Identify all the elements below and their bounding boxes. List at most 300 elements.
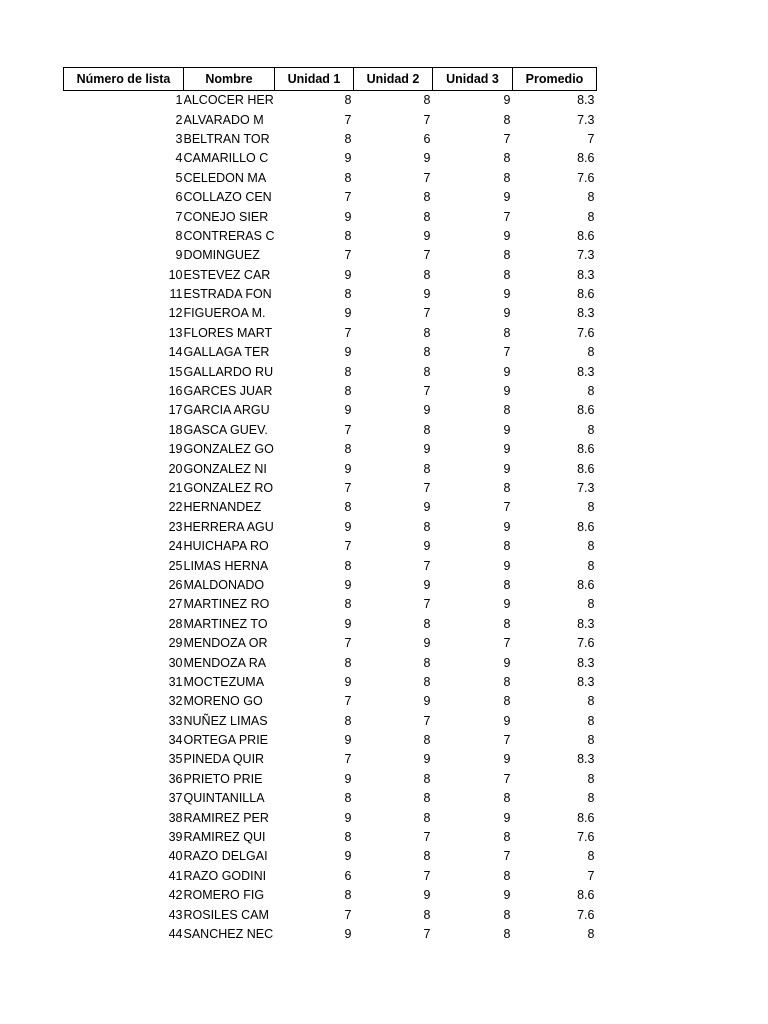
cell-unidad-3[interactable]: 8 <box>503 868 511 883</box>
cell-promedio[interactable]: 7.6 <box>577 170 595 185</box>
table-row <box>64 518 597 537</box>
cell-unidad-2[interactable]: 7 <box>423 926 431 941</box>
cell-numero-de-lista[interactable]: 4 <box>175 151 183 166</box>
cell-nombre[interactable]: ALCOCER HER <box>183 93 274 108</box>
cell-unidad-2[interactable]: 8 <box>423 325 431 340</box>
cell-unidad-3[interactable]: 9 <box>503 93 511 108</box>
cell-nombre[interactable]: BELTRAN TOR <box>183 131 270 146</box>
cell-unidad-2[interactable]: 9 <box>423 888 431 903</box>
cell-nombre[interactable]: GONZALEZ NI <box>183 461 267 476</box>
cell-promedio[interactable]: 8.3 <box>577 267 595 282</box>
table-row <box>64 459 597 478</box>
cell-numero-de-lista[interactable]: 40 <box>168 849 183 864</box>
cell-unidad-2[interactable]: 9 <box>423 151 431 166</box>
cell-nombre[interactable]: ESTRADA FON <box>183 287 272 302</box>
cell-unidad-1[interactable]: 9 <box>344 209 352 224</box>
cell-unidad-1[interactable]: 9 <box>344 345 352 360</box>
cell-unidad-3[interactable]: 8 <box>503 403 511 418</box>
cell-nombre[interactable]: CAMARILLO C <box>183 151 269 166</box>
cell-numero-de-lista[interactable]: 39 <box>168 830 183 845</box>
cell-unidad-1[interactable]: 9 <box>344 519 352 534</box>
cell-promedio[interactable]: 7.3 <box>577 112 595 127</box>
cell-unidad-1[interactable]: 7 <box>344 636 352 651</box>
cell-nombre[interactable]: CONTRERAS C <box>183 228 275 243</box>
cell-unidad-1[interactable]: 8 <box>344 228 352 243</box>
table-row <box>64 169 597 188</box>
cell-promedio[interactable]: 8.3 <box>577 674 595 689</box>
cell-unidad-3[interactable]: 9 <box>503 597 511 612</box>
cell-unidad-3[interactable]: 9 <box>503 461 511 476</box>
cell-nombre[interactable]: HUICHAPA RO <box>183 539 269 554</box>
cell-nombre[interactable]: MALDONADO <box>183 577 265 592</box>
cell-nombre[interactable]: RAMIREZ QUI <box>183 830 266 845</box>
cell-unidad-1[interactable]: 8 <box>344 364 352 379</box>
cell-unidad-1[interactable]: 9 <box>344 461 352 476</box>
cell-unidad-2[interactable]: 8 <box>423 345 431 360</box>
cell-unidad-3[interactable]: 7 <box>503 849 511 864</box>
cell-unidad-1[interactable]: 9 <box>344 849 352 864</box>
cell-unidad-3[interactable]: 7 <box>503 500 511 515</box>
cell-numero-de-lista[interactable]: 42 <box>168 888 183 903</box>
table-row <box>64 401 597 420</box>
cell-numero-de-lista[interactable]: 17 <box>168 403 183 418</box>
table-row <box>64 828 597 847</box>
cell-unidad-3[interactable]: 9 <box>503 306 511 321</box>
cell-promedio[interactable]: 8 <box>587 422 595 437</box>
table-row <box>64 382 597 401</box>
cell-numero-de-lista[interactable]: 22 <box>168 500 183 515</box>
cell-promedio[interactable]: 8.3 <box>577 364 595 379</box>
cell-unidad-2[interactable]: 8 <box>423 209 431 224</box>
cell-unidad-3[interactable]: 8 <box>503 907 511 922</box>
cell-nombre[interactable]: MOCTEZUMA <box>183 674 265 689</box>
cell-unidad-1[interactable]: 9 <box>344 577 352 592</box>
cell-unidad-3[interactable]: 9 <box>503 519 511 534</box>
table-row <box>64 304 597 323</box>
cell-unidad-1[interactable]: 8 <box>344 131 352 146</box>
cell-unidad-3[interactable]: 9 <box>503 287 511 302</box>
cell-unidad-3[interactable]: 9 <box>503 228 511 243</box>
cell-unidad-3[interactable]: 7 <box>503 771 511 786</box>
cell-nombre[interactable]: DOMINGUEZ <box>183 248 260 263</box>
cell-promedio[interactable]: 8 <box>587 345 595 360</box>
cell-unidad-2[interactable]: 9 <box>423 636 431 651</box>
table-row <box>64 712 597 731</box>
cell-promedio[interactable]: 8.6 <box>577 810 595 825</box>
cell-unidad-3[interactable]: 7 <box>503 131 511 146</box>
cell-unidad-3[interactable]: 8 <box>503 791 511 806</box>
cell-nombre[interactable]: GARCES JUAR <box>183 384 273 399</box>
cell-promedio[interactable]: 8.6 <box>577 287 595 302</box>
cell-unidad-2[interactable]: 7 <box>423 170 431 185</box>
table-row <box>64 595 597 614</box>
cell-unidad-3[interactable]: 9 <box>503 190 511 205</box>
cell-unidad-2[interactable]: 9 <box>423 403 431 418</box>
cell-unidad-3[interactable]: 7 <box>503 345 511 360</box>
table-header <box>64 68 597 91</box>
cell-nombre[interactable]: MARTINEZ TO <box>183 616 268 631</box>
cell-numero-de-lista[interactable]: 38 <box>168 810 183 825</box>
cell-nombre[interactable]: GASCA GUEV. <box>183 422 268 437</box>
cell-unidad-3[interactable]: 9 <box>503 384 511 399</box>
cell-promedio[interactable]: 8 <box>587 733 595 748</box>
cell-nombre[interactable]: FIGUEROA M. <box>183 306 266 321</box>
cell-unidad-2[interactable]: 8 <box>423 422 431 437</box>
cell-unidad-3[interactable]: 9 <box>503 713 511 728</box>
cell-unidad-2[interactable]: 8 <box>423 810 431 825</box>
table-row <box>64 847 597 866</box>
cell-promedio[interactable]: 8 <box>587 926 595 941</box>
cell-numero-de-lista[interactable]: 23 <box>168 519 183 534</box>
spreadsheet-sheet <box>63 67 597 944</box>
cell-nombre[interactable]: GONZALEZ GO <box>183 442 274 457</box>
cell-promedio[interactable]: 8 <box>587 791 595 806</box>
cell-unidad-1[interactable]: 6 <box>344 868 352 883</box>
cell-numero-de-lista[interactable]: 19 <box>168 442 183 457</box>
cell-promedio[interactable]: 7.6 <box>577 325 595 340</box>
table-row <box>64 731 597 750</box>
cell-unidad-2[interactable]: 9 <box>423 752 431 767</box>
cell-numero-de-lista[interactable]: 43 <box>168 907 183 922</box>
cell-unidad-3[interactable]: 9 <box>503 888 511 903</box>
cell-unidad-2[interactable]: 7 <box>423 558 431 573</box>
cell-unidad-1[interactable]: 7 <box>344 190 352 205</box>
cell-promedio[interactable]: 7.6 <box>577 830 595 845</box>
cell-numero-de-lista[interactable]: 33 <box>168 713 183 728</box>
cell-unidad-1[interactable]: 8 <box>344 500 352 515</box>
cell-nombre[interactable]: MENDOZA OR <box>183 636 268 651</box>
cell-promedio[interactable]: 8.3 <box>577 306 595 321</box>
table-row <box>64 673 597 692</box>
cell-promedio[interactable]: 8 <box>587 190 595 205</box>
cell-nombre[interactable]: MORENO GO <box>183 694 263 709</box>
cell-promedio[interactable]: 8 <box>587 694 595 709</box>
cell-promedio[interactable]: 8.6 <box>577 519 595 534</box>
cell-promedio[interactable]: 8 <box>587 539 595 554</box>
cell-unidad-2[interactable]: 8 <box>423 616 431 631</box>
cell-unidad-2[interactable]: 9 <box>423 500 431 515</box>
cell-unidad-2[interactable]: 8 <box>423 771 431 786</box>
cell-numero-de-lista[interactable]: 30 <box>168 655 183 670</box>
cell-unidad-2[interactable]: 8 <box>423 674 431 689</box>
cell-unidad-1[interactable]: 8 <box>344 442 352 457</box>
cell-unidad-2[interactable]: 7 <box>423 868 431 883</box>
cell-nombre[interactable]: RAZO GODINI <box>183 868 267 883</box>
cell-unidad-3[interactable]: 9 <box>503 442 511 457</box>
cell-numero-de-lista[interactable]: 25 <box>168 558 183 573</box>
cell-numero-de-lista[interactable]: 36 <box>168 771 183 786</box>
cell-unidad-1[interactable]: 9 <box>344 733 352 748</box>
header-unidad-3[interactable]: Unidad 3 <box>432 68 512 91</box>
cell-promedio[interactable]: 8.3 <box>577 655 595 670</box>
cell-numero-de-lista[interactable]: 3 <box>175 131 183 146</box>
cell-promedio[interactable]: 8.6 <box>577 228 595 243</box>
cell-promedio[interactable]: 8.6 <box>577 577 595 592</box>
table-row <box>64 770 597 789</box>
cell-numero-de-lista[interactable]: 35 <box>168 752 183 767</box>
cell-unidad-1[interactable]: 7 <box>344 112 352 127</box>
cell-nombre[interactable]: ROMERO FIG <box>183 888 265 903</box>
cell-numero-de-lista[interactable]: 8 <box>175 228 183 243</box>
cell-unidad-3[interactable]: 9 <box>503 655 511 670</box>
cell-numero-de-lista[interactable]: 34 <box>168 733 183 748</box>
cell-promedio[interactable]: 8 <box>587 849 595 864</box>
cell-unidad-3[interactable]: 9 <box>503 422 511 437</box>
cell-nombre[interactable]: FLORES MART <box>183 325 273 340</box>
cell-unidad-1[interactable]: 9 <box>344 267 352 282</box>
cell-numero-de-lista[interactable]: 18 <box>168 422 183 437</box>
cell-unidad-2[interactable]: 7 <box>423 481 431 495</box>
cell-unidad-1[interactable]: 7 <box>344 752 352 767</box>
cell-unidad-1[interactable]: 8 <box>344 384 352 399</box>
cell-unidad-2[interactable]: 8 <box>423 461 431 476</box>
cell-unidad-2[interactable]: 8 <box>423 849 431 864</box>
cell-unidad-1[interactable]: 8 <box>344 791 352 806</box>
cell-unidad-1[interactable]: 8 <box>344 713 352 728</box>
cell-unidad-2[interactable]: 7 <box>423 248 431 263</box>
cell-promedio[interactable]: 7.3 <box>577 481 595 495</box>
cell-promedio[interactable]: 8 <box>587 384 595 399</box>
cell-unidad-3[interactable]: 8 <box>503 926 511 941</box>
cell-unidad-1[interactable]: 9 <box>344 771 352 786</box>
header-row <box>64 68 597 91</box>
cell-unidad-2[interactable]: 6 <box>423 131 431 146</box>
cell-unidad-3[interactable]: 8 <box>503 674 511 689</box>
cell-promedio[interactable]: 8.6 <box>577 442 595 457</box>
cell-unidad-1[interactable]: 8 <box>344 888 352 903</box>
cell-numero-de-lista[interactable]: 32 <box>168 694 183 709</box>
cell-unidad-1[interactable]: 7 <box>344 907 352 922</box>
cell-unidad-3[interactable]: 9 <box>503 558 511 573</box>
cell-numero-de-lista[interactable]: 29 <box>168 636 183 651</box>
cell-unidad-1[interactable]: 8 <box>344 830 352 845</box>
cell-unidad-3[interactable]: 8 <box>503 170 511 185</box>
cell-nombre[interactable]: GONZALEZ RO <box>183 481 274 495</box>
table-row <box>64 479 597 498</box>
cell-unidad-1[interactable]: 8 <box>344 597 352 612</box>
cell-unidad-3[interactable]: 8 <box>503 151 511 166</box>
cell-promedio[interactable]: 7 <box>587 868 595 883</box>
cell-numero-de-lista[interactable]: 28 <box>168 616 183 631</box>
table-row <box>64 91 597 111</box>
cell-numero-de-lista[interactable]: 6 <box>175 190 183 205</box>
table-row <box>64 440 597 459</box>
cell-numero-de-lista[interactable]: 2 <box>175 112 183 127</box>
cell-numero-de-lista[interactable]: 5 <box>175 170 183 185</box>
cell-unidad-2[interactable]: 8 <box>423 267 431 282</box>
cell-unidad-1[interactable]: 8 <box>344 287 352 302</box>
cell-unidad-1[interactable]: 9 <box>344 306 352 321</box>
cell-numero-de-lista[interactable]: 44 <box>168 926 183 941</box>
cell-promedio[interactable]: 8 <box>587 500 595 515</box>
table-row <box>64 343 597 362</box>
cell-unidad-2[interactable]: 7 <box>423 597 431 612</box>
cell-nombre[interactable]: MARTINEZ RO <box>183 597 270 612</box>
cell-unidad-2[interactable]: 9 <box>423 539 431 554</box>
cell-unidad-3[interactable]: 8 <box>503 577 511 592</box>
cell-unidad-2[interactable]: 8 <box>423 364 431 379</box>
cell-promedio[interactable]: 8.3 <box>577 616 595 631</box>
cell-unidad-1[interactable]: 7 <box>344 481 352 495</box>
cell-promedio[interactable]: 7.6 <box>577 636 595 651</box>
cell-unidad-2[interactable]: 8 <box>423 907 431 922</box>
cell-unidad-3[interactable]: 8 <box>503 325 511 340</box>
cell-nombre[interactable]: MENDOZA RA <box>183 655 267 670</box>
cell-nombre[interactable]: RAZO DELGAI <box>183 849 268 864</box>
cell-unidad-1[interactable]: 7 <box>344 422 352 437</box>
cell-promedio[interactable]: 8.3 <box>577 752 595 767</box>
table-row <box>64 750 597 769</box>
cell-numero-de-lista[interactable]: 11 <box>169 287 183 302</box>
cell-unidad-3[interactable]: 8 <box>503 830 511 845</box>
cell-numero-de-lista[interactable]: 16 <box>168 384 183 399</box>
cell-nombre[interactable]: LIMAS HERNA <box>183 558 269 573</box>
cell-unidad-2[interactable]: 9 <box>423 442 431 457</box>
cell-numero-de-lista[interactable]: 7 <box>175 209 183 224</box>
cell-unidad-1[interactable]: 8 <box>344 93 352 108</box>
cell-nombre[interactable]: ROSILES CAM <box>183 907 269 922</box>
cell-promedio[interactable]: 8.6 <box>577 461 595 476</box>
cell-unidad-1[interactable]: 7 <box>344 325 352 340</box>
cell-unidad-3[interactable]: 7 <box>503 733 511 748</box>
cell-unidad-1[interactable]: 9 <box>344 926 352 941</box>
cell-promedio[interactable]: 7.6 <box>577 907 595 922</box>
cell-numero-de-lista[interactable]: 13 <box>168 325 183 340</box>
cell-unidad-3[interactable]: 8 <box>503 694 511 709</box>
cell-numero-de-lista[interactable]: 24 <box>168 539 183 554</box>
cell-nombre[interactable]: HERRERA AGU <box>183 519 274 534</box>
cell-promedio[interactable]: 8.6 <box>577 151 595 166</box>
cell-nombre[interactable]: GARCIA ARGU <box>183 403 270 418</box>
table-row <box>64 692 597 711</box>
cell-unidad-2[interactable]: 7 <box>423 384 431 399</box>
cell-numero-de-lista[interactable]: 41 <box>168 868 183 883</box>
cell-unidad-1[interactable]: 8 <box>344 170 352 185</box>
cell-nombre[interactable]: ALVARADO M <box>183 112 264 127</box>
cell-numero-de-lista[interactable]: 1 <box>175 93 183 108</box>
cell-unidad-1[interactable]: 7 <box>344 539 352 554</box>
cell-nombre[interactable]: PINEDA QUIR <box>183 752 265 767</box>
cell-unidad-2[interactable]: 8 <box>423 791 431 806</box>
cell-numero-de-lista[interactable]: 20 <box>168 461 183 476</box>
cell-numero-de-lista[interactable]: 31 <box>168 674 183 689</box>
table-row <box>64 246 597 265</box>
cell-unidad-3[interactable]: 7 <box>503 209 511 224</box>
cell-promedio[interactable]: 8 <box>587 713 595 728</box>
cell-nombre[interactable]: PRIETO PRIE <box>183 771 263 786</box>
cell-unidad-2[interactable]: 9 <box>423 287 431 302</box>
cell-unidad-2[interactable]: 8 <box>423 519 431 534</box>
header-promedio[interactable]: Promedio <box>512 68 596 91</box>
cell-unidad-3[interactable]: 8 <box>503 481 511 495</box>
cell-unidad-3[interactable]: 8 <box>503 112 511 127</box>
cell-numero-de-lista[interactable]: 26 <box>168 577 183 592</box>
cell-unidad-2[interactable]: 9 <box>423 577 431 592</box>
cell-unidad-3[interactable]: 8 <box>503 248 511 263</box>
cell-unidad-1[interactable]: 9 <box>344 616 352 631</box>
table-row <box>64 362 597 381</box>
table-row <box>64 266 597 285</box>
cell-numero-de-lista[interactable]: 12 <box>168 306 183 321</box>
cell-numero-de-lista[interactable]: 10 <box>168 267 183 282</box>
cell-unidad-2[interactable]: 7 <box>423 112 431 127</box>
cell-promedio[interactable]: 7.3 <box>577 248 595 263</box>
cell-promedio[interactable]: 7 <box>587 131 595 146</box>
cell-unidad-2[interactable]: 8 <box>423 733 431 748</box>
cell-nombre[interactable]: GALLAGA TER <box>183 345 270 360</box>
cell-nombre[interactable]: NUÑEZ LIMAS <box>183 713 268 728</box>
cell-nombre[interactable]: ESTEVEZ CAR <box>183 267 271 282</box>
cell-promedio[interactable]: 8.6 <box>577 888 595 903</box>
cell-nombre[interactable]: CONEJO SIER <box>183 209 269 224</box>
cell-unidad-2[interactable]: 7 <box>423 830 431 845</box>
cell-unidad-2[interactable]: 7 <box>423 306 431 321</box>
cell-nombre[interactable]: HERNANDEZ <box>183 500 262 515</box>
header-unidad-1[interactable]: Unidad 1 <box>274 68 353 91</box>
cell-unidad-2[interactable]: 8 <box>423 93 431 108</box>
cell-unidad-1[interactable]: 7 <box>344 694 352 709</box>
header-numero-de-lista[interactable]: Número de lista <box>64 68 184 91</box>
table-row <box>64 556 597 575</box>
cell-unidad-1[interactable]: 7 <box>344 248 352 263</box>
cell-unidad-2[interactable]: 7 <box>423 713 431 728</box>
cell-unidad-3[interactable]: 9 <box>503 810 511 825</box>
cell-nombre[interactable]: RAMIREZ PER <box>183 810 269 825</box>
cell-unidad-1[interactable]: 9 <box>344 151 352 166</box>
cell-numero-de-lista[interactable]: 9 <box>175 248 183 263</box>
cell-nombre[interactable]: QUINTANILLA <box>183 791 265 806</box>
table-row <box>64 207 597 226</box>
cell-unidad-3[interactable]: 7 <box>503 636 511 651</box>
table-row <box>64 324 597 343</box>
cell-unidad-3[interactable]: 8 <box>503 267 511 282</box>
cell-unidad-3[interactable]: 8 <box>503 616 511 631</box>
cell-numero-de-lista[interactable]: 27 <box>168 597 183 612</box>
cell-unidad-3[interactable]: 9 <box>503 364 511 379</box>
table-row <box>64 110 597 129</box>
cell-unidad-1[interactable]: 9 <box>344 403 352 418</box>
cell-promedio[interactable]: 8 <box>587 771 595 786</box>
cell-unidad-3[interactable]: 8 <box>503 539 511 554</box>
cell-unidad-1[interactable]: 9 <box>344 674 352 689</box>
cell-unidad-1[interactable]: 9 <box>344 810 352 825</box>
cell-nombre[interactable]: COLLAZO CEN <box>183 190 272 205</box>
header-unidad-2[interactable]: Unidad 2 <box>353 68 432 91</box>
cell-numero-de-lista[interactable]: 21 <box>168 481 183 495</box>
cell-promedio[interactable]: 8 <box>587 597 595 612</box>
cell-unidad-3[interactable]: 9 <box>503 752 511 767</box>
cell-nombre[interactable]: ORTEGA PRIE <box>183 733 269 748</box>
cell-promedio[interactable]: 8.6 <box>577 403 595 418</box>
cell-numero-de-lista[interactable]: 15 <box>168 364 183 379</box>
cell-unidad-2[interactable]: 8 <box>423 655 431 670</box>
cell-nombre[interactable]: CELEDON MA <box>183 170 267 185</box>
cell-unidad-1[interactable]: 8 <box>344 558 352 573</box>
table-row <box>64 285 597 304</box>
cell-nombre[interactable]: GALLARDO RU <box>183 364 274 379</box>
cell-unidad-2[interactable]: 8 <box>423 190 431 205</box>
cell-promedio[interactable]: 8 <box>587 209 595 224</box>
cell-nombre[interactable]: SANCHEZ NEC <box>183 926 274 941</box>
cell-numero-de-lista[interactable]: 37 <box>168 791 183 806</box>
header-nombre[interactable]: Nombre <box>184 68 275 91</box>
cell-unidad-2[interactable]: 9 <box>423 228 431 243</box>
cell-unidad-2[interactable]: 9 <box>423 694 431 709</box>
cell-unidad-1[interactable]: 8 <box>344 655 352 670</box>
cell-promedio[interactable]: 8 <box>587 558 595 573</box>
cell-numero-de-lista[interactable]: 14 <box>168 345 183 360</box>
cell-promedio[interactable]: 8.3 <box>577 93 595 108</box>
